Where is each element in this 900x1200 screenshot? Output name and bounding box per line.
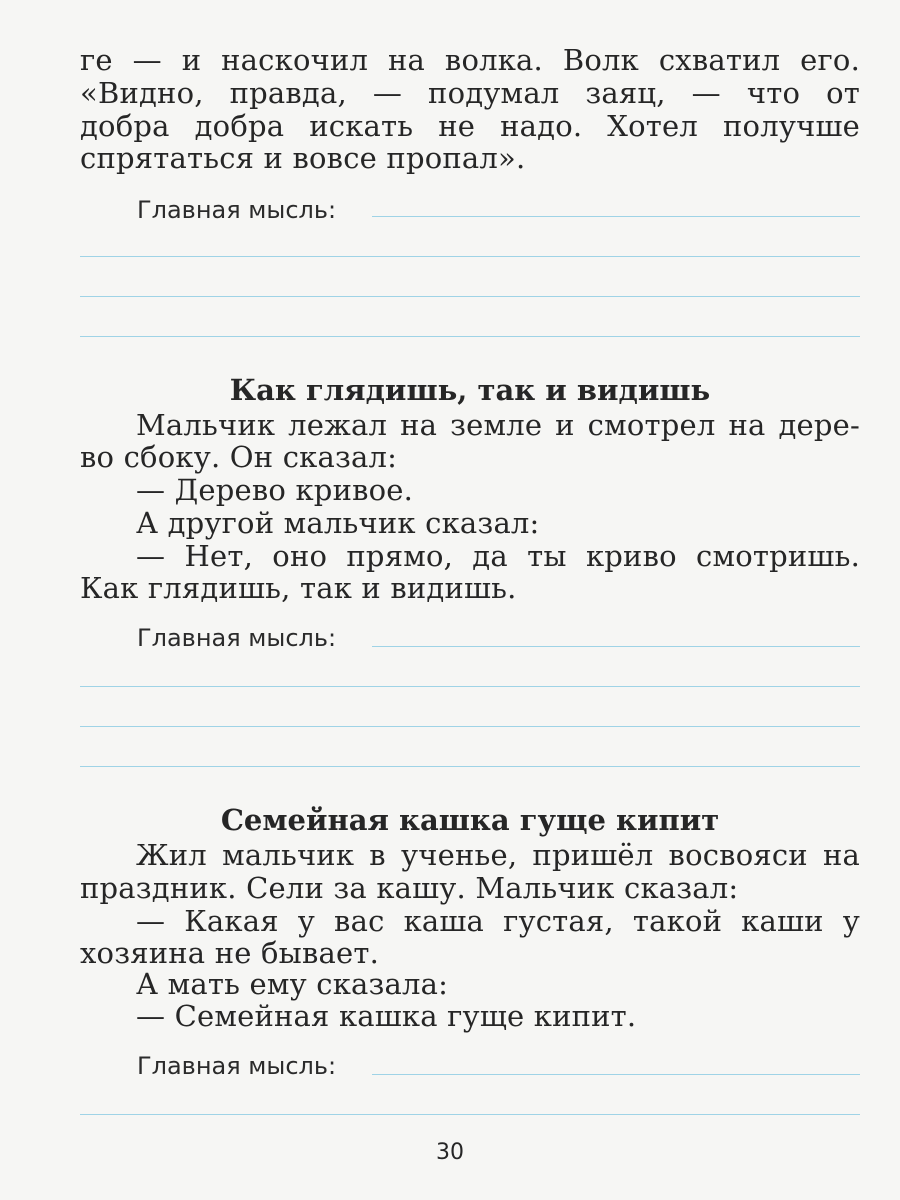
page-number: 30 bbox=[436, 1140, 464, 1165]
answer-line[interactable] bbox=[372, 1074, 860, 1075]
text-line: Жил мальчик в ученье, пришёл восвояси на bbox=[136, 838, 860, 872]
story-title: Семейная кашка гуще кипит bbox=[220, 803, 720, 837]
text-line: хозяина не бывает. bbox=[80, 936, 379, 970]
text-line: А другой мальчик сказал: bbox=[136, 506, 540, 540]
text-line: А мать ему сказала: bbox=[136, 967, 449, 1001]
text-line: Мальчик лежал на земле и смотрел на дере- bbox=[136, 408, 860, 442]
answer-line[interactable] bbox=[80, 256, 860, 257]
text-line: во сбоку. Он сказал: bbox=[80, 440, 398, 474]
text-line: ге — и наскочил на волка. Волк схватил его. bbox=[80, 43, 860, 77]
answer-line[interactable] bbox=[80, 336, 860, 337]
answer-line[interactable] bbox=[80, 1114, 860, 1115]
text-line: — Семейная кашка гуще кипит. bbox=[136, 999, 637, 1033]
main-idea-label: Главная мысль: bbox=[137, 1052, 337, 1080]
answer-line[interactable] bbox=[80, 296, 860, 297]
text-line: «Видно, правда, — подумал заяц, — что от bbox=[80, 76, 860, 110]
text-line: — Дерево кривое. bbox=[136, 473, 414, 507]
story-title: Как глядишь, так и видишь bbox=[229, 373, 711, 407]
text-line: добра добра искать не надо. Хотел получше bbox=[80, 109, 860, 143]
text-line: спрятаться и вовсе пропал». bbox=[80, 141, 526, 175]
answer-line[interactable] bbox=[80, 686, 860, 687]
answer-line[interactable] bbox=[372, 216, 860, 217]
answer-line[interactable] bbox=[80, 766, 860, 767]
answer-line[interactable] bbox=[372, 646, 860, 647]
main-idea-label: Главная мысль: bbox=[137, 624, 337, 652]
text-line: Как глядишь, так и видишь. bbox=[80, 571, 517, 605]
text-line: — Нет, оно прямо, да ты криво смотришь. bbox=[136, 539, 860, 573]
answer-line[interactable] bbox=[80, 726, 860, 727]
text-line: — Какая у вас каша густая, такой каши у bbox=[136, 904, 860, 938]
main-idea-label: Главная мысль: bbox=[137, 196, 337, 224]
text-line: праздник. Сели за кашу. Мальчик сказал: bbox=[80, 871, 739, 905]
